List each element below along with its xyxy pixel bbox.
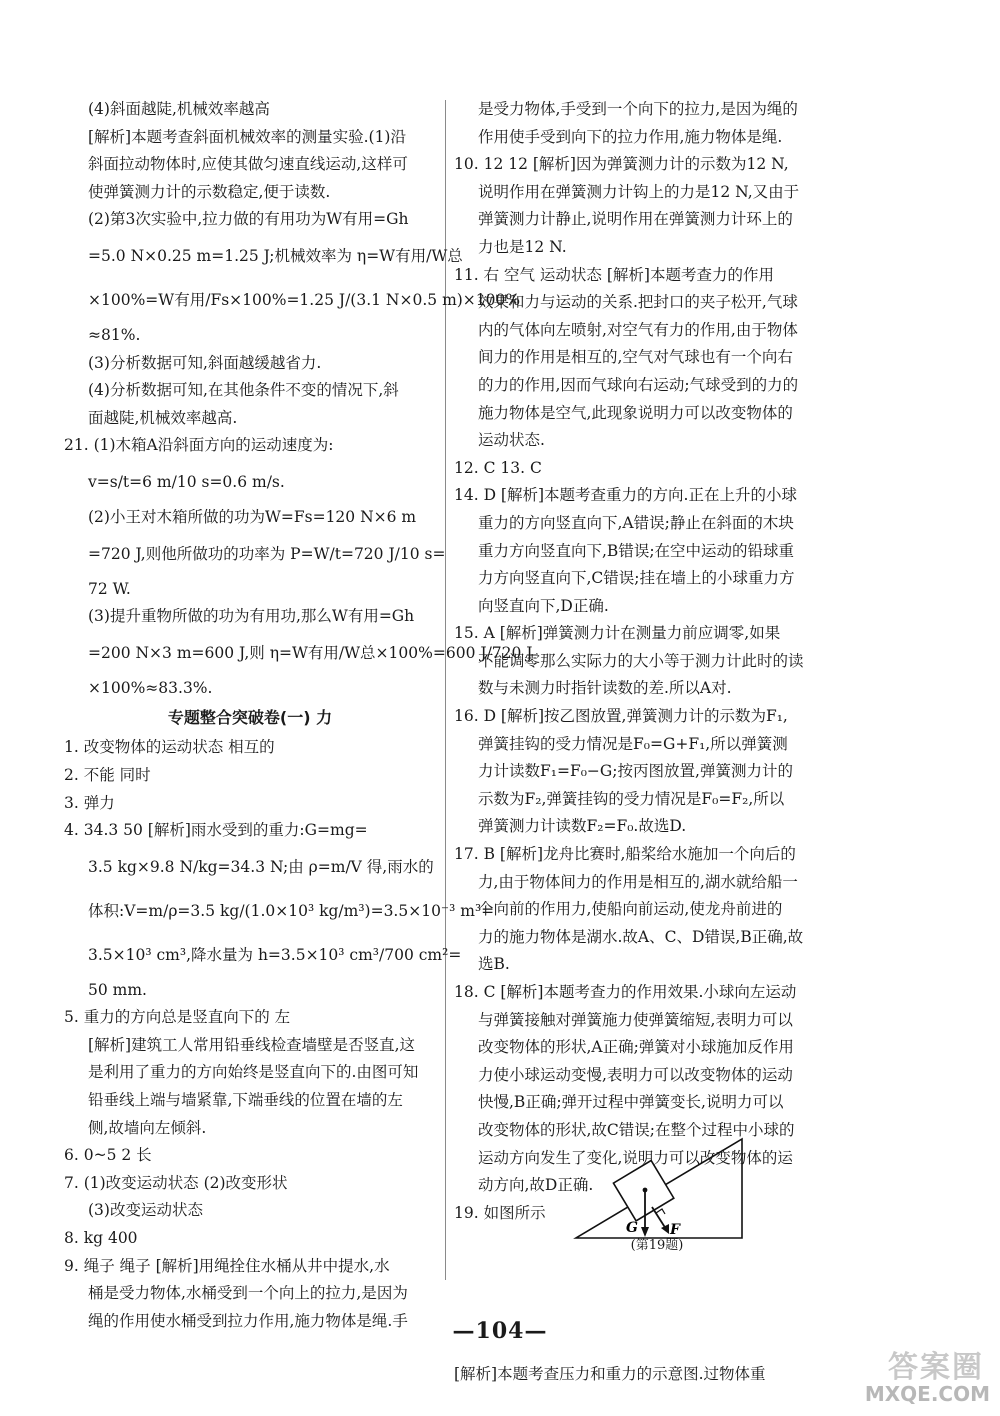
text-line: 重力方向竖直向下,B错误;在空中运动的铅球重 [478, 541, 795, 560]
text-line: 9. 绳子 绳子 [解析]用绳拴住水桶从井中提水,水 [64, 1256, 390, 1275]
text-line: =5.0 N×0.25 m=1.25 J;机械效率为 η=W有用/W总 [88, 246, 463, 265]
text-line: [解析]本题考查压力和重力的示意图.过物体重 [454, 1365, 766, 1384]
text-line: =720 J,则他所做功的功率为 P=W/t=720 J/10 s= [88, 544, 446, 563]
label-g: G [626, 1220, 638, 1236]
text-line: ×100%=W有用/Fs×100%=1.25 J/(3.1 N×0.5 m)×100% [88, 290, 521, 309]
text-line: 使弹簧测力计的示数稳定,便于读数. [88, 182, 331, 201]
text-line: 力,由于物体间力的作用是相互的,湖水就给船一 [478, 872, 798, 891]
text-line: 18. C [解析]本题考查力的作用效果.小球向左运动 [454, 983, 797, 1001]
text-line: (2)第3次实验中,拉力做的有用功为W有用=Gh [88, 210, 409, 229]
text-line: 3.5 kg×9.8 N/kg=34.3 N;由 ρ=m/V 得,雨水的 [88, 857, 434, 876]
text-line: 选B. [478, 955, 510, 974]
text-line: 桶是受力物体,水桶受到一个向上的拉力,是因为 [88, 1284, 408, 1303]
text-line: 72 W. [88, 579, 131, 598]
text-line: 16. D [解析]按乙图放置,弹簧测力计的示数为F₁, [454, 707, 788, 726]
watermark-site: MXQE.COM [864, 1382, 990, 1406]
text-line: 4. 34.3 50 [解析]雨水受到的重力:G=mg= [64, 821, 368, 840]
text-line: 间力的作用是相互的,空气对气球也有一个向右 [478, 348, 793, 367]
text-line: 1. 改变物体的运动状态 相互的 [64, 738, 275, 757]
text-line: 弹簧测力计静止,说明作用在弹簧测力计环上的 [478, 210, 793, 229]
text-line: 力也是12 N. [478, 237, 567, 256]
text-line: (3)提升重物所做的功为有用功,那么W有用=Gh [88, 607, 415, 626]
watermark-logo: 答案圈 [888, 1350, 984, 1385]
text-line: 面越陡,机械效率越高. [88, 408, 238, 427]
text-line: 5. 重力的方向总是竖直向下的 左 [64, 1008, 291, 1027]
text-line: (4)分析数据可知,在其他条件不变的情况下,斜 [88, 381, 399, 400]
pressure-arrow-head [661, 1224, 669, 1234]
text-line: 力使小球运动变慢,表明力可以改变物体的运动 [478, 1065, 793, 1084]
text-line: 绳的作用使水桶受到拉力作用,施力物体是绳.手 [88, 1311, 408, 1330]
text-line: (3)分析数据可知,斜面越缓越省力. [88, 353, 322, 372]
text-line: ×100%≈83.3%. [88, 678, 213, 697]
label-f: F [670, 1222, 680, 1238]
text-line: 斜面拉动物体时,应使其做匀速直线运动,这样可 [88, 155, 408, 174]
text-line: 个向前的作用力,使船向前运动,使龙舟前进的 [478, 900, 783, 919]
text-line: 2. 不能 同时 [64, 765, 151, 784]
text-line: 与弹簧接触对弹簧施力使弹簧缩短,表明力可以 [478, 1010, 793, 1029]
text-line: 改变物体的形状,故C错误;在整个过程中小球的 [478, 1120, 795, 1139]
text-line: ≈81%. [88, 325, 141, 344]
text-line: 侧,故墙向左倾斜. [88, 1118, 207, 1137]
text-line: v=s/t=6 m/10 s=0.6 m/s. [88, 472, 285, 491]
text-line: 力方向竖直向下,C错误;挂在墙上的小球重力方 [478, 569, 795, 588]
text-line: 6. 0~5 2 长 [64, 1146, 152, 1165]
text-line: 弹簧测力计读数F₂=F₀.故选D. [478, 817, 687, 836]
text-line: (3)改变运动状态 [88, 1201, 203, 1220]
text-line: 动方向,故D正确. [478, 1176, 594, 1195]
text-line: 重力的方向竖直向下,A错误;静止在斜面的木块 [478, 513, 794, 532]
text-line: 14. D [解析]本题考查重力的方向.正在上升的小球 [454, 486, 797, 505]
right-angle-mark [656, 1209, 665, 1214]
text-line: 力的施力物体是湖水.故A、C、D错误,B正确,故 [478, 927, 804, 946]
text-line: 3.5×10³ cm³,降水量为 h=3.5×10³ cm³/700 cm²= [88, 945, 462, 964]
watermark [790, 1342, 990, 1408]
text-line: [解析]建筑工人常用铅垂线检查墙壁是否竖直,这 [88, 1035, 416, 1054]
figure-caption: (第19题) [630, 1238, 684, 1253]
text-line: 力计读数F₁=F₀−G;按丙图放置,弹簧测力计的 [478, 762, 793, 781]
text-line: 专题整合突破卷(一) 力 [167, 708, 333, 728]
text-line: 说明作用在弹簧测力计钩上的力是12 N,又由于 [478, 182, 800, 201]
text-line: (2)小王对木箱所做的功为W=Fs=120 N×6 m [88, 507, 417, 526]
text-line: 向竖直向下,D正确. [478, 596, 609, 615]
text-line: 运动方向发生了变化,说明力可以改变物体的运 [478, 1148, 793, 1167]
text-line: 数与未测力时指针读数的差.所以A对. [478, 679, 732, 698]
text-line: 11. 右 空气 运动状态 [解析]本题考查力的作用 [454, 265, 774, 284]
page-number: —104— [452, 1318, 548, 1344]
text-line: 作用使手受到向下的拉力作用,施力物体是绳. [478, 127, 783, 146]
text-line: 7. (1)改变运动状态 (2)改变形状 [64, 1173, 288, 1192]
text-line: 3. 弹力 [64, 793, 115, 812]
text-line: 是受力物体,手受到一个向下的拉力,是因为绳的 [478, 100, 798, 118]
text-line: 内的气体向左喷射,对空气有力的作用,由于物体 [478, 320, 798, 339]
text-line: 弹簧挂钩的受力情况是F₀=G+F₁,所以弹簧测 [478, 734, 788, 753]
text-line: [解析]本题考查斜面机械效率的测量实验.(1)沿 [88, 127, 406, 146]
text-line: 运动状态. [478, 431, 545, 450]
text-line: 示数为F₂,弹簧挂钩的受力情况是F₀=F₂,所以 [478, 789, 785, 808]
text-line: 体积:V=m/ρ=3.5 kg/(1.0×10³ kg/m³)=3.5×10⁻³ m³= [88, 901, 495, 920]
text-line: 8. kg 400 [64, 1229, 138, 1248]
text-line: =200 N×3 m=600 J,则 η=W有用/W总×100%=600 J/720 J [88, 643, 533, 662]
text-line: 10. 12 12 [解析]因为弹簧测力计的示数为12 N, [454, 155, 789, 174]
text-line: 的力的作用,因而气球向右运动;气球受到的力的 [478, 375, 799, 394]
text-line: 铅垂线上端与墙紧靠,下端垂线的位置在墙的左 [88, 1091, 403, 1110]
text-line: 不能调零那么实际力的大小等于测力计此时的读 [478, 651, 804, 670]
text-line: (4)斜面越陡,机械效率越高 [88, 100, 270, 118]
text-line: 15. A [解析]弹簧测力计在测量力前应调零,如果 [454, 624, 781, 643]
text-line: 施力物体是空气,此现象说明力可以改变物体的 [478, 403, 793, 422]
text-line: 21. (1)木箱A沿斜面方向的运动速度为: [64, 436, 334, 455]
text-line: 19. 如图所示 [454, 1203, 546, 1222]
text-line: 17. B [解析]龙舟比赛时,船桨给水施加一个向后的 [454, 845, 796, 864]
text-line: 效果和力与运动的关系.把封口的夹子松开,气球 [478, 293, 798, 312]
text-line: 是利用了重力的方向始终是竖直向下的.由图可知 [88, 1063, 419, 1082]
text-line: 50 mm. [88, 980, 147, 999]
text-line: 快慢,B正确;弹开过程中弹簧变长,说明力可以 [478, 1093, 784, 1112]
text-line: 12. C 13. C [454, 458, 542, 477]
text-line: 改变物体的形状,A正确;弹簧对小球施加反作用 [478, 1038, 794, 1057]
